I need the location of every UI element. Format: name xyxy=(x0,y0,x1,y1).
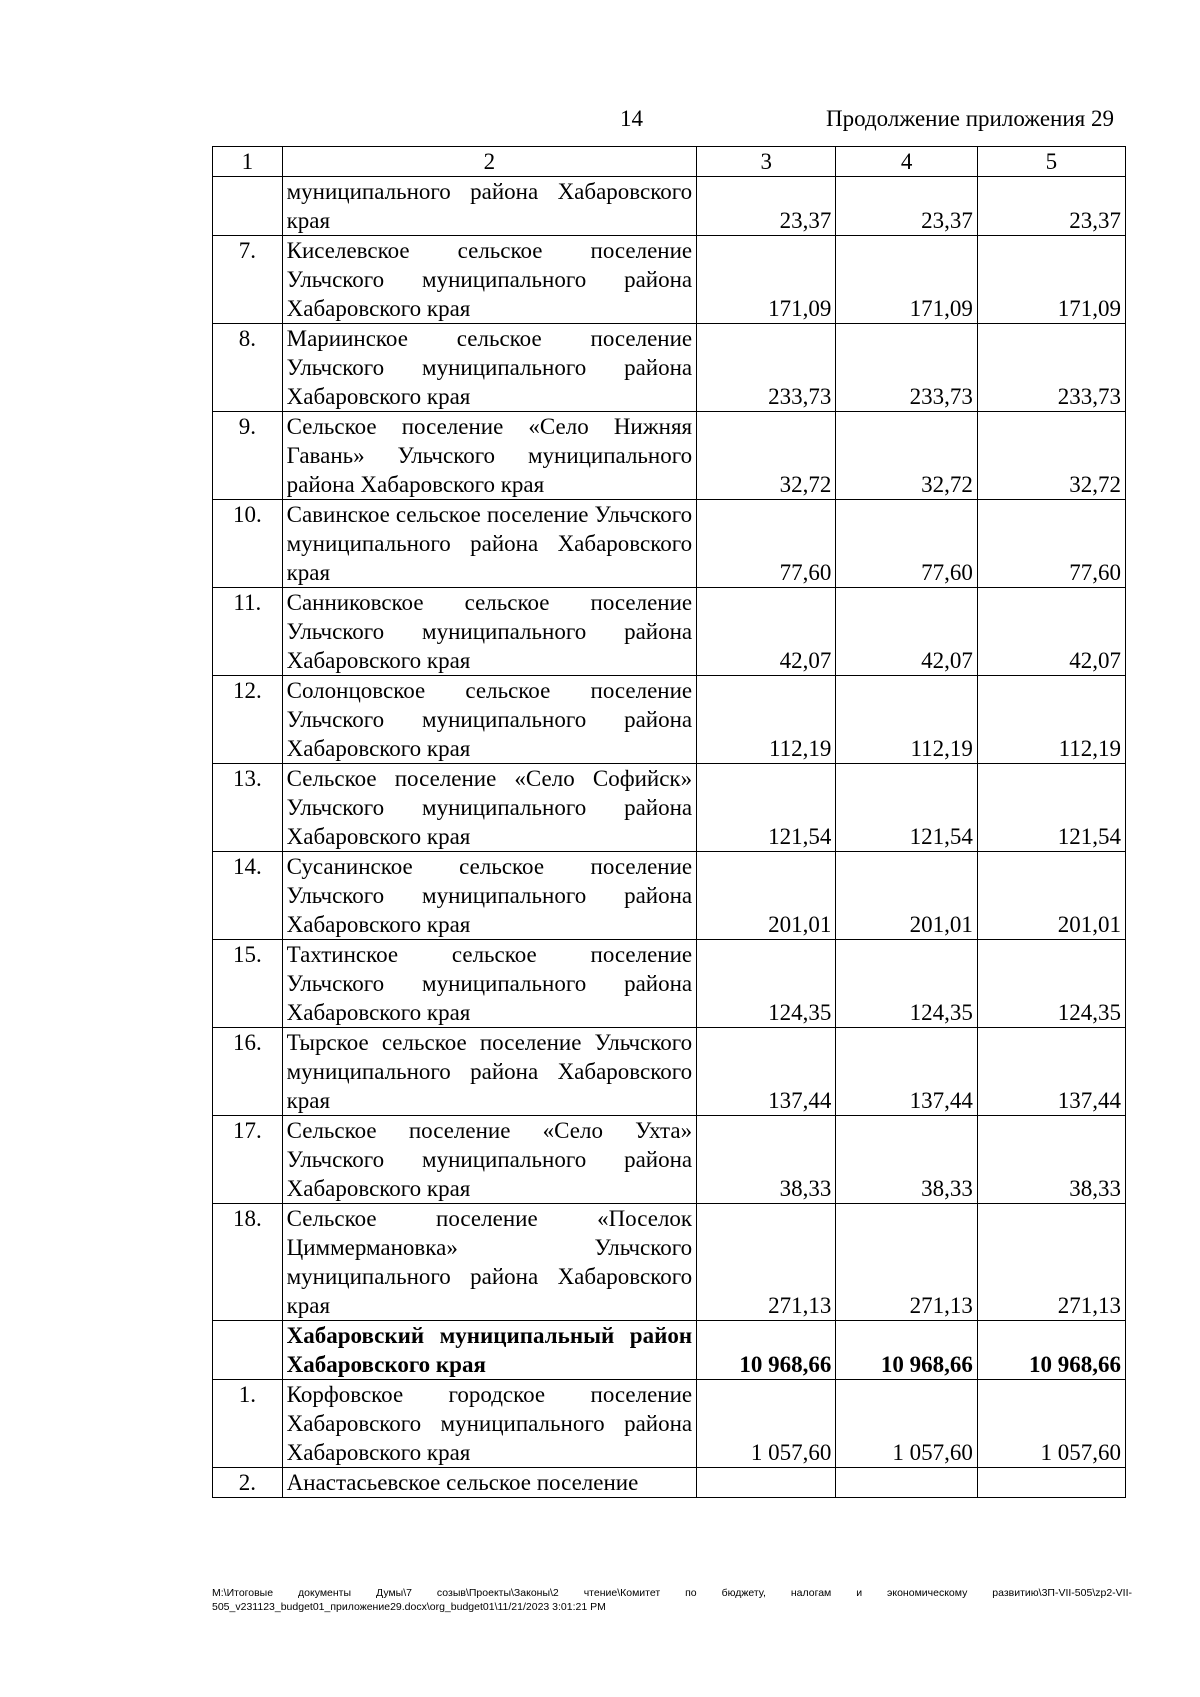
document-path-footer: M:\Итоговые документы Думы\7 созыв\Проекты\Законы\2 чтение\Комитет по бюджету, налогам и экономическому развитию\3П-VII-505\zp2-VII-505_v231123_budget01_приложение29.docx\org_budget01\11/21/2023 3:01:21 PM xyxy=(212,1587,1132,1613)
value-col4-cell: 77,60 xyxy=(836,500,977,588)
table-row xyxy=(213,852,1126,940)
value-col5-cell: 121,54 xyxy=(977,764,1125,852)
value-col3-cell: 171,09 xyxy=(697,236,836,324)
column-header: 2 xyxy=(282,147,696,177)
table-row xyxy=(213,412,1126,500)
value-col4-cell: 10 968,66 xyxy=(836,1321,977,1380)
settlement-name-cell: Солонцовское сельское поселение Ульчского муниципального района Хабаровского края xyxy=(282,676,696,764)
value-col4-cell: 1 057,60 xyxy=(836,1380,977,1468)
row-number-cell: 17. xyxy=(213,1116,283,1204)
table-row xyxy=(213,764,1126,852)
value-col4-cell: 112,19 xyxy=(836,676,977,764)
row-number-cell: 2. xyxy=(213,1468,283,1498)
table-row xyxy=(213,1380,1126,1468)
value-col5-cell: 233,73 xyxy=(977,324,1125,412)
column-header: 1 xyxy=(213,147,283,177)
row-number-cell: 7. xyxy=(213,236,283,324)
value-col4-cell: 42,07 xyxy=(836,588,977,676)
value-col3-cell: 112,19 xyxy=(697,676,836,764)
value-col4-cell: 233,73 xyxy=(836,324,977,412)
settlement-name-cell: Тахтинское сельское поселение Ульчского муниципального района Хабаровского края xyxy=(282,940,696,1028)
value-col5-cell: 112,19 xyxy=(977,676,1125,764)
value-col5-cell: 271,13 xyxy=(977,1204,1125,1321)
settlement-name-cell: Тырское сельское поселение Ульчского муниципального района Хабаровского края xyxy=(282,1028,696,1116)
row-number-cell: 10. xyxy=(213,500,283,588)
value-col4-cell: 32,72 xyxy=(836,412,977,500)
row-number-cell xyxy=(213,177,283,236)
value-col3-cell: 201,01 xyxy=(697,852,836,940)
settlement-name-cell: Корфовское городское поселение Хабаровского муниципального района Хабаровского края xyxy=(282,1380,696,1468)
row-number-cell: 18. xyxy=(213,1204,283,1321)
value-col5-cell: 42,07 xyxy=(977,588,1125,676)
value-col3-cell: 124,35 xyxy=(697,940,836,1028)
row-number-cell: 12. xyxy=(213,676,283,764)
value-col5-cell: 137,44 xyxy=(977,1028,1125,1116)
value-col5-cell: 124,35 xyxy=(977,940,1125,1028)
page-caption: Продолжение приложения 29 xyxy=(826,106,1114,131)
value-col4-cell: 137,44 xyxy=(836,1028,977,1116)
page-number: 14 xyxy=(620,106,643,131)
value-col3-cell: 1 057,60 xyxy=(697,1380,836,1468)
table-row xyxy=(213,676,1126,764)
value-col3-cell: 137,44 xyxy=(697,1028,836,1116)
value-col3-cell: 10 968,66 xyxy=(697,1321,836,1380)
row-number-cell: 8. xyxy=(213,324,283,412)
column-header: 3 xyxy=(697,147,836,177)
settlement-name-cell: Сусанинское сельское поселение Ульчского муниципального района Хабаровского края xyxy=(282,852,696,940)
row-number-cell: 1. xyxy=(213,1380,283,1468)
settlement-name-cell: Савинское сельское поселение Ульчского муниципального района Хабаровского края xyxy=(282,500,696,588)
row-number-cell: 16. xyxy=(213,1028,283,1116)
row-number-cell: 11. xyxy=(213,588,283,676)
value-col5-cell: 38,33 xyxy=(977,1116,1125,1204)
row-number-cell xyxy=(213,1321,283,1380)
value-col4-cell: 121,54 xyxy=(836,764,977,852)
table-header-row xyxy=(213,147,1126,177)
value-col5-cell xyxy=(977,1468,1125,1498)
value-col4-cell: 38,33 xyxy=(836,1116,977,1204)
value-col3-cell xyxy=(697,1468,836,1498)
row-number-cell: 9. xyxy=(213,412,283,500)
value-col4-cell: 201,01 xyxy=(836,852,977,940)
value-col3-cell: 121,54 xyxy=(697,764,836,852)
table-row xyxy=(213,1468,1126,1498)
value-col3-cell: 23,37 xyxy=(697,177,836,236)
settlement-name-cell: Сельское поселение «Село Нижняя Гавань» Ульчского муниципального района Хабаровского края xyxy=(282,412,696,500)
value-col4-cell: 271,13 xyxy=(836,1204,977,1321)
value-col5-cell: 77,60 xyxy=(977,500,1125,588)
value-col5-cell: 23,37 xyxy=(977,177,1125,236)
table-row xyxy=(213,1116,1126,1204)
value-col4-cell: 171,09 xyxy=(836,236,977,324)
column-header: 4 xyxy=(836,147,977,177)
value-col5-cell: 10 968,66 xyxy=(977,1321,1125,1380)
settlement-name-cell: Сельское поселение «Поселок Циммермановка» Ульчского муниципального района Хабаровского края xyxy=(282,1204,696,1321)
value-col3-cell: 42,07 xyxy=(697,588,836,676)
value-col5-cell: 201,01 xyxy=(977,852,1125,940)
settlement-name-cell: Анастасьевское сельское поселение xyxy=(282,1468,696,1498)
settlement-name-cell: Мариинское сельское поселение Ульчского муниципального района Хабаровского края xyxy=(282,324,696,412)
table-row xyxy=(213,588,1126,676)
table-row xyxy=(213,324,1126,412)
table-row xyxy=(213,1204,1126,1321)
row-number-cell: 15. xyxy=(213,940,283,1028)
value-col4-cell: 23,37 xyxy=(836,177,977,236)
settlement-name-cell: Санниковское сельское поселение Ульчского муниципального района Хабаровского края xyxy=(282,588,696,676)
value-col5-cell: 171,09 xyxy=(977,236,1125,324)
settlement-name-cell: Хабаровский муниципальный район Хабаровского края xyxy=(282,1321,696,1380)
value-col5-cell: 32,72 xyxy=(977,412,1125,500)
value-col5-cell: 1 057,60 xyxy=(977,1380,1125,1468)
row-number-cell: 13. xyxy=(213,764,283,852)
value-col3-cell: 77,60 xyxy=(697,500,836,588)
table-row xyxy=(213,940,1126,1028)
settlement-name-cell: Сельское поселение «Село Ухта» Ульчского муниципального района Хабаровского края xyxy=(282,1116,696,1204)
table-row xyxy=(213,236,1126,324)
row-number-cell: 14. xyxy=(213,852,283,940)
value-col3-cell: 271,13 xyxy=(697,1204,836,1321)
value-col3-cell: 38,33 xyxy=(697,1116,836,1204)
settlement-name-cell: Киселевское сельское поселение Ульчского муниципального района Хабаровского края xyxy=(282,236,696,324)
settlement-name-cell: муниципального района Хабаровского края xyxy=(282,177,696,236)
value-col4-cell: 124,35 xyxy=(836,940,977,1028)
table-row xyxy=(213,1028,1126,1116)
table-row xyxy=(213,177,1126,236)
settlement-name-cell: Сельское поселение «Село Софийск» Ульчского муниципального района Хабаровского края xyxy=(282,764,696,852)
value-col4-cell xyxy=(836,1468,977,1498)
budget-table xyxy=(212,146,1126,1498)
value-col3-cell: 233,73 xyxy=(697,324,836,412)
column-header: 5 xyxy=(977,147,1125,177)
table-row-district-total xyxy=(213,1321,1126,1380)
value-col3-cell: 32,72 xyxy=(697,412,836,500)
table-row xyxy=(213,500,1126,588)
